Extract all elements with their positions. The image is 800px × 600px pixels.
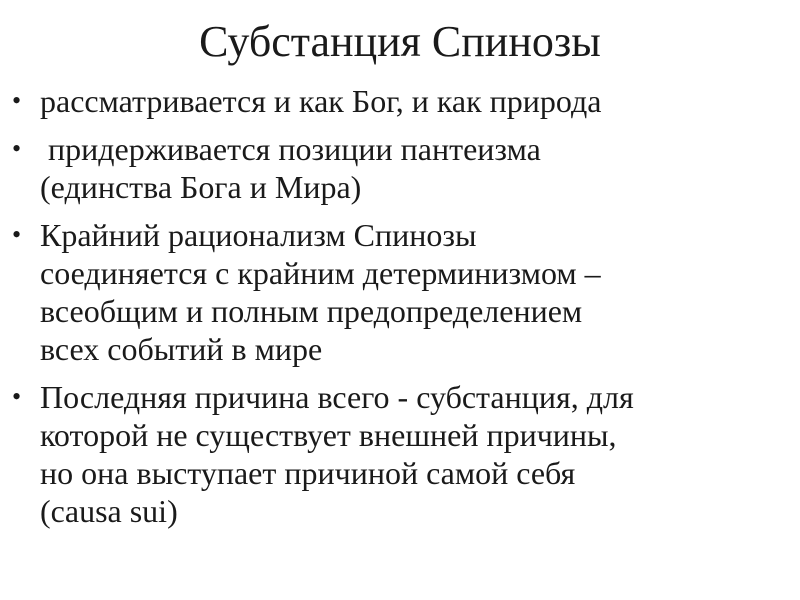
bullet-text-line: всеобщим и полным предопределением [40, 293, 583, 329]
bullet-text-line: Крайний рационализм Спинозы [40, 217, 477, 253]
bullet-text-line: рассматривается и как Бог, и как природа [40, 83, 602, 119]
bullet-dot-icon: • [12, 86, 22, 115]
bullet-text-line: Последняя причина всего - субстанция, для [40, 379, 634, 415]
bullet-text-line: соединяется с крайним детерминизмом – [40, 255, 601, 291]
bullet-item [12, 82, 792, 120]
bullet-text-line: которой не существует внешней причины, [40, 417, 617, 453]
bullet-text-line: но она выступает причиной самой себя [40, 455, 576, 491]
bullet-text-line: придерживается позиции пантеизма [40, 131, 541, 167]
bullet-dot-icon: • [12, 220, 22, 249]
slide-title: Субстанция Спинозы [199, 17, 601, 66]
bullet-text-line: (causa sui) [40, 493, 178, 529]
bullet-item [12, 130, 792, 206]
bullet-item [12, 216, 792, 368]
bullet-text-line: (единства Бога и Мира) [40, 169, 362, 205]
bullet-item [12, 378, 792, 530]
bullet-text-line: всех событий в мире [40, 331, 323, 367]
bullet-dot-icon: • [12, 134, 22, 163]
bullet-list [12, 82, 792, 540]
bullet-dot-icon: • [12, 382, 22, 411]
